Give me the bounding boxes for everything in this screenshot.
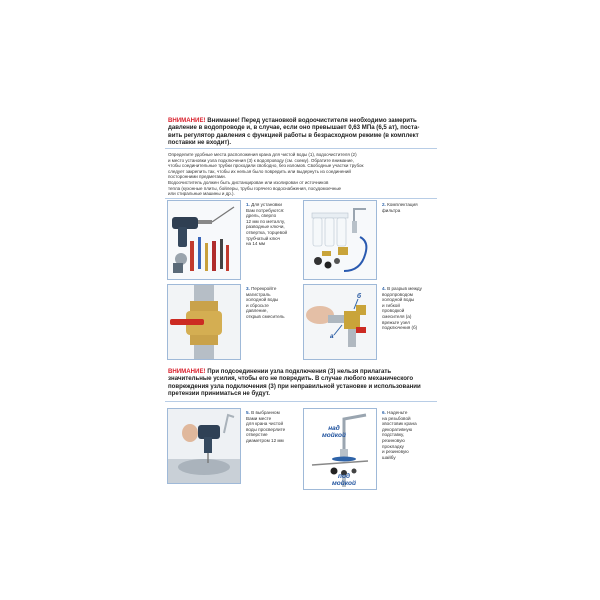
warning-title: ВНИМАНИЕ!: [168, 117, 206, 124]
warning-title: ВНИМАНИЕ!: [168, 368, 206, 375]
warning-block-2: ВНИМАНИЕ! При подсоединении узла подключения (3) нельзя прилагать значительные усилия, чтобы его не повредить. В случае любого механического повреждения узла подключения (3) при неправильной установке и использовании претензии приниматься не будут.: [168, 368, 421, 398]
label-b: б: [357, 293, 362, 300]
divider: [165, 198, 437, 199]
divider: [165, 148, 437, 149]
warning-line-2: давление в водопроводе и, в случае, если оно превышает 0,63 МПа (6,5 ат), поста-: [168, 124, 420, 132]
label-above-sink: над мойкой: [322, 425, 346, 439]
drilling-photo: [167, 408, 241, 484]
intro-text: Определите удобные места расположения крана для чистой воды (1), водоочистителя (2) и место установки узла подключения (3) к водопроводу (см. схему). Обратите внимание, чтобы соединительные трубки проходили свободно, без изломов. Свободные участки трубок следует закрепить так, чтобы их нельзя было повредить или выдернуть из соединений посторонними предметами. Водоочиститель должен быть дистанцирован или изолирован от источников тепла (кухонные плиты, бойлеры, трубы горячего водоснабжения, посудомоечные или стиральные машины и др.).: [168, 152, 364, 197]
warning-line-3: вить регулятор давления с функцией работы в безрасходном режиме (в комплект: [168, 131, 419, 139]
warning-line-4: поставки не входит).: [168, 139, 232, 147]
step-5-caption: 5. В выбранном Вами месте для крана чистой воды просверлите отверстие диаметром 12 мм: [246, 410, 286, 443]
step-2-caption: 2. Комплектация фильтра: [382, 202, 418, 213]
step-6-caption: 6. Наденьте на резьбовой хвостовик крана декоративную подставку, резиновую прокладку и резиновую шайбу: [382, 410, 417, 460]
warning-line-1: ВНИМАНИЕ! Внимание! Перед установкой водоочистителя необходимо замерить: [168, 117, 417, 124]
valve-photo: [167, 284, 241, 360]
connector-photo: [303, 284, 377, 360]
label-a: а: [330, 333, 334, 340]
faucet-diagram: [303, 408, 377, 490]
tools-photo: [167, 200, 241, 280]
step-1-caption: 1. Для установки Вам потребуются: дрель, сверло 12 мм по металлу, разводные ключи, отвертка, торцевой трубчатый ключ на 14 мм: [246, 202, 288, 247]
step-3-caption: 3. Перекройте магистраль холодной воды и сбросьте давление, открыв смеситель: [246, 286, 285, 319]
warning-block-1: [168, 117, 438, 147]
label-below-sink: под мойкой: [332, 473, 356, 487]
kit-photo: [303, 200, 377, 280]
step-4-caption: 4. В разрыв между водопроводом холодной воды и гибкой проводкой смесителя (а) врежьте узел подключения (б): [382, 286, 422, 331]
divider: [165, 401, 437, 402]
